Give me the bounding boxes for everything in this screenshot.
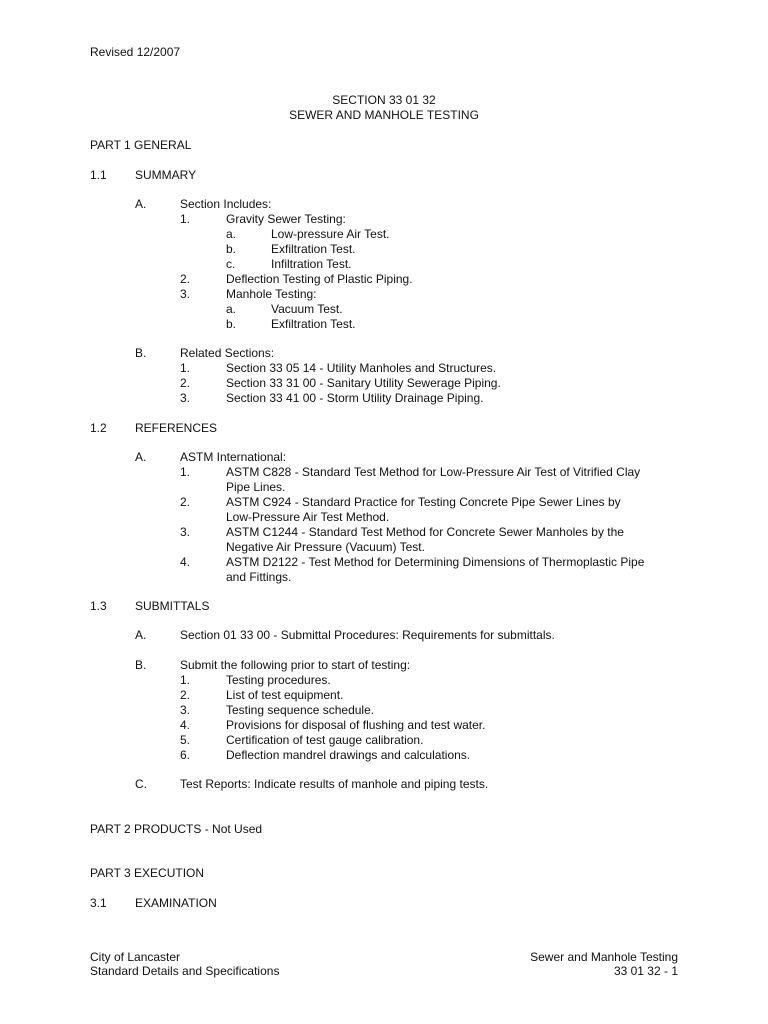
item-text-continued: Pipe Lines. xyxy=(226,480,286,494)
part3-heading: PART 3 EXECUTION xyxy=(90,866,205,880)
item-number: 4. xyxy=(180,555,191,569)
item-text: List of test equipment. xyxy=(226,688,344,702)
article-title: REFERENCES xyxy=(135,421,218,435)
item-text: ASTM D2122 - Test Method for Determining Dimensions of Thermoplastic Pipe xyxy=(226,555,645,569)
subitem-text: Low-pressure Air Test. xyxy=(271,227,390,241)
paragraph-text: Test Reports: Indicate results of manhole and piping tests. xyxy=(180,777,489,791)
item-text: Deflection mandrel drawings and calculations. xyxy=(226,748,471,762)
article-number: 3.1 xyxy=(90,896,107,910)
item-text: Section 33 31 00 - Sanitary Utility Sewerage Piping. xyxy=(226,376,501,390)
section-number: SECTION 33 01 32 xyxy=(332,93,436,107)
item-number: 6. xyxy=(180,748,191,762)
paragraph-text: Section 01 33 00 - Submittal Procedures: Requirements for submittals. xyxy=(180,628,555,642)
part2-heading: PART 2 PRODUCTS - Not Used xyxy=(90,822,263,836)
article-title: SUMMARY xyxy=(135,168,197,182)
item-number: 1. xyxy=(180,212,191,226)
subitem-text: Exfiltration Test. xyxy=(271,242,356,256)
item-text: Deflection Testing of Plastic Piping. xyxy=(226,272,413,286)
subitem-text: Infiltration Test. xyxy=(271,257,352,271)
item-number: 1. xyxy=(180,673,191,687)
section-title: SEWER AND MANHOLE TESTING xyxy=(289,108,479,122)
revision-note: Revised 12/2007 xyxy=(90,45,181,59)
item-number: 2. xyxy=(180,272,191,286)
item-number: 3. xyxy=(180,525,191,539)
article-number: 1.2 xyxy=(90,421,107,435)
subitem-letter: b. xyxy=(226,242,237,256)
subitem-text: Vacuum Test. xyxy=(271,302,343,316)
item-text: Gravity Sewer Testing: xyxy=(226,212,346,226)
paragraph-text: Submit the following prior to start of testing: xyxy=(180,658,411,672)
item-number: 1. xyxy=(180,361,191,375)
item-text: ASTM C1244 - Standard Test Method for Concrete Sewer Manholes by the xyxy=(226,525,624,539)
article-title: SUBMITTALS xyxy=(135,599,210,613)
footer-document-set: Standard Details and Specifications xyxy=(90,964,280,978)
item-text: ASTM C828 - Standard Test Method for Low-Pressure Air Test of Vitrified Clay xyxy=(226,465,641,479)
item-number: 4. xyxy=(180,718,191,732)
article-number: 1.3 xyxy=(90,599,107,613)
item-number: 2. xyxy=(180,495,191,509)
item-text-continued: and Fittings. xyxy=(226,570,292,584)
paragraph-letter: A. xyxy=(135,450,147,464)
item-text: Section 33 41 00 - Storm Utility Drainage Piping. xyxy=(226,391,484,405)
subitem-letter: a. xyxy=(226,302,237,316)
subitem-text: Exfiltration Test. xyxy=(271,317,356,331)
article-number: 1.1 xyxy=(90,168,107,182)
item-text: Provisions for disposal of flushing and test water. xyxy=(226,718,486,732)
subitem-letter: c. xyxy=(226,257,236,271)
item-text: Certification of test gauge calibration. xyxy=(226,733,424,747)
paragraph-letter: A. xyxy=(135,197,147,211)
item-number: 1. xyxy=(180,465,191,479)
item-text: Testing sequence schedule. xyxy=(226,703,375,717)
paragraph-text: Section Includes: xyxy=(180,197,272,211)
item-number: 5. xyxy=(180,733,191,747)
footer-page-number: 33 01 32 - 1 xyxy=(613,964,678,978)
paragraph-text: Related Sections: xyxy=(180,346,275,360)
item-number: 3. xyxy=(180,391,191,405)
item-text-continued: Low-Pressure Air Test Method. xyxy=(226,510,390,524)
item-text-continued: Negative Air Pressure (Vacuum) Test. xyxy=(226,540,425,554)
item-text: Manhole Testing: xyxy=(226,287,317,301)
subitem-letter: b. xyxy=(226,317,237,331)
paragraph-letter: C. xyxy=(135,777,147,791)
item-text: Section 33 05 14 - Utility Manholes and Structures. xyxy=(226,361,497,375)
paragraph-text: ASTM International: xyxy=(180,450,287,464)
item-text: ASTM C924 - Standard Practice for Testing Concrete Pipe Sewer Lines by xyxy=(226,495,621,509)
paragraph-letter: B. xyxy=(135,346,147,360)
article-title: EXAMINATION xyxy=(135,896,217,910)
item-number: 2. xyxy=(180,688,191,702)
item-number: 3. xyxy=(180,703,191,717)
footer-section-title: Sewer and Manhole Testing xyxy=(530,950,678,964)
footer-organization: City of Lancaster xyxy=(90,950,181,964)
item-number: 2. xyxy=(180,376,191,390)
item-number: 3. xyxy=(180,287,191,301)
subitem-letter: a. xyxy=(226,227,237,241)
paragraph-letter: A. xyxy=(135,628,147,642)
part1-heading: PART 1 GENERAL xyxy=(90,138,192,152)
paragraph-letter: B. xyxy=(135,658,147,672)
item-text: Testing procedures. xyxy=(226,673,331,687)
